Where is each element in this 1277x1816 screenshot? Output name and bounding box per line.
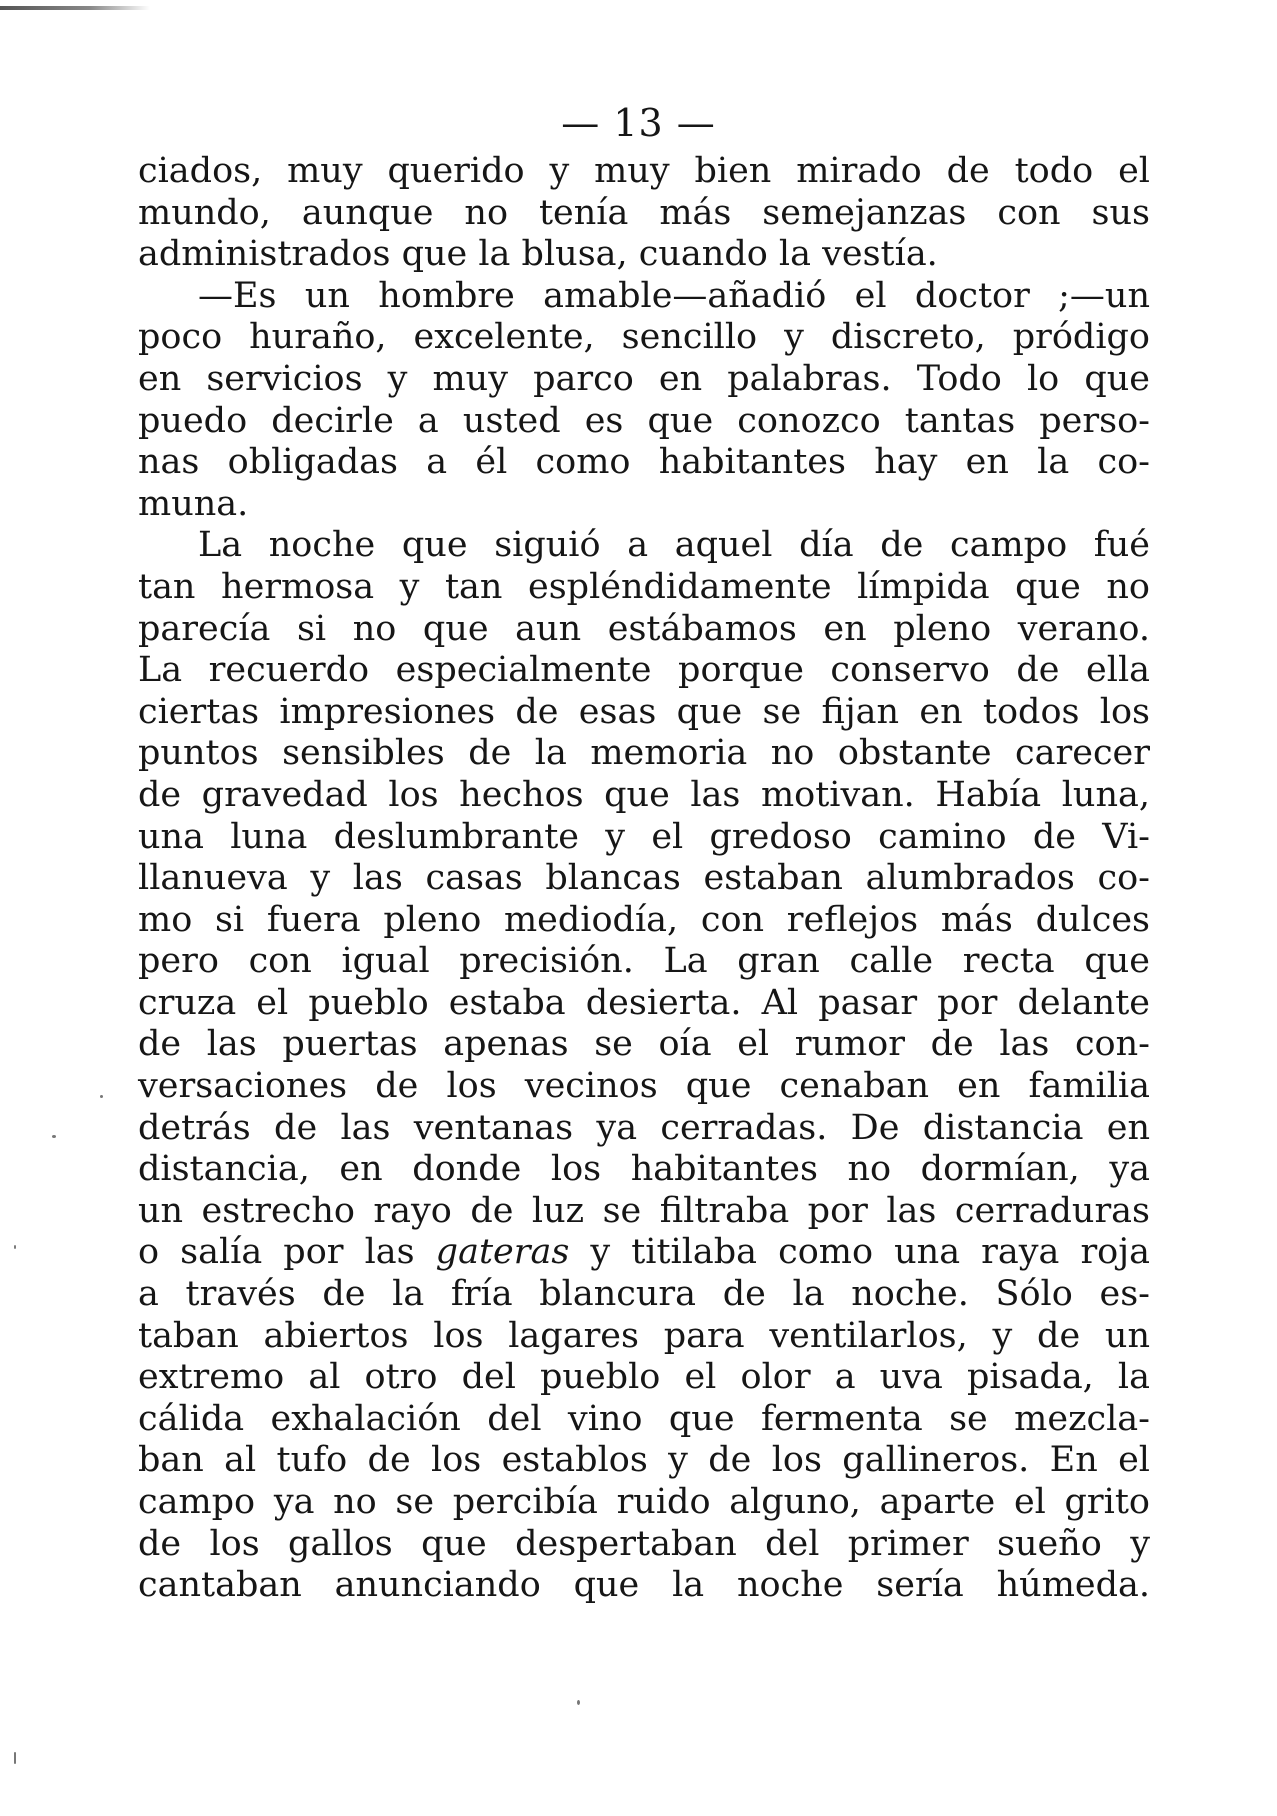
text-line: distancia, en donde los habitantes no dormían, ya [138,1149,1150,1190]
text-line: de los gallos que despertaban del primer sueño y [138,1523,1150,1564]
paper-speck [14,1752,16,1764]
text-line: de gravedad los hechos que las motivan. Había luna, [138,774,1150,815]
paper-speck [100,1095,103,1098]
text-line: puedo decirle a usted es que conozco tantas perso- [138,400,1150,441]
text-line: tan hermosa y tan espléndidamente límpida que no [138,566,1150,607]
text-line: cruza el pueblo estaba desierta. Al pasar por delante [138,982,1150,1023]
text-line: cálida exhalación del vino que fermenta se mezcla- [138,1398,1150,1439]
text-line: administrados que la blusa, cuando la vestía. [138,234,938,275]
text-line: llanueva y las casas blancas estaban alumbrados co- [138,858,1150,899]
text-line: ban al tufo de los establos y de los gallineros. En el [138,1440,1150,1481]
text-line: ciertas impresiones de esas que se fijan en todos los [138,691,1150,732]
paper-speck [577,1700,580,1705]
text-line: campo ya no se percibía ruido alguno, aparte el grito [138,1482,1150,1522]
text-line: puntos sensibles de la memoria no obstante carecer [138,733,1150,774]
text-line: en servicios y muy parco en palabras. Todo lo que [138,358,1150,399]
paper-speck [52,1135,56,1138]
text-line [138,1232,1150,1274]
top-edge-mark [0,6,150,10]
text-line: ciados, muy querido y muy bien mirado de todo el [138,151,1150,191]
text-line: detrás de las ventanas ya cerradas. De distancia en [138,1107,1150,1148]
text-line: nas obligadas a él como habitantes hay en la co- [138,442,1150,483]
italic-word: gateras [435,1232,570,1273]
text-line: taban abiertos los lagares para ventilarlos, y de un [138,1315,1150,1356]
text-line: poco huraño, excelente, sencillo y discreto, pródigo [138,317,1150,358]
paper-speck [14,1245,16,1249]
text-line: cantaban anunciando que la noche sería húmeda. [138,1565,1150,1606]
text-line: pero con igual precisión. La gran calle recta que [138,941,1150,982]
text-line: parecía si no que aun estábamos en pleno verano. [138,608,1150,649]
page-number: — 13 — [561,101,716,145]
text-line: muna. [138,483,249,524]
text-line: La noche que siguió a aquel día de campo fué [198,525,1150,566]
text-segment: y titilaba como una raya roja [590,1232,1150,1273]
text-line: a través de la fría blancura de la noche. Sólo es- [138,1274,1150,1315]
text-line: extremo al otro del pueblo el olor a uva pisada, la [138,1357,1150,1398]
text-line: versaciones de los vecinos que cenaban en familia [138,1066,1150,1107]
text-line: un estrecho rayo de luz se filtraba por las cerraduras [138,1190,1150,1231]
text-line: —Es un hombre amable—añadió el doctor ;—un [198,275,1150,316]
text-segment: o salía por las [138,1232,415,1273]
text-line: mo si fuera pleno mediodía, con reflejos más dulces [138,899,1150,940]
text-line: de las puertas apenas se oía el rumor de las con- [138,1024,1150,1065]
body-text [138,151,1150,1607]
text-line: una luna deslumbrante y el gredoso camino de Vi- [138,816,1150,857]
text-line: La recuerdo especialmente porque conservo de ella [138,650,1150,691]
text-line: mundo, aunque no tenía más semejanzas con sus [138,192,1150,233]
